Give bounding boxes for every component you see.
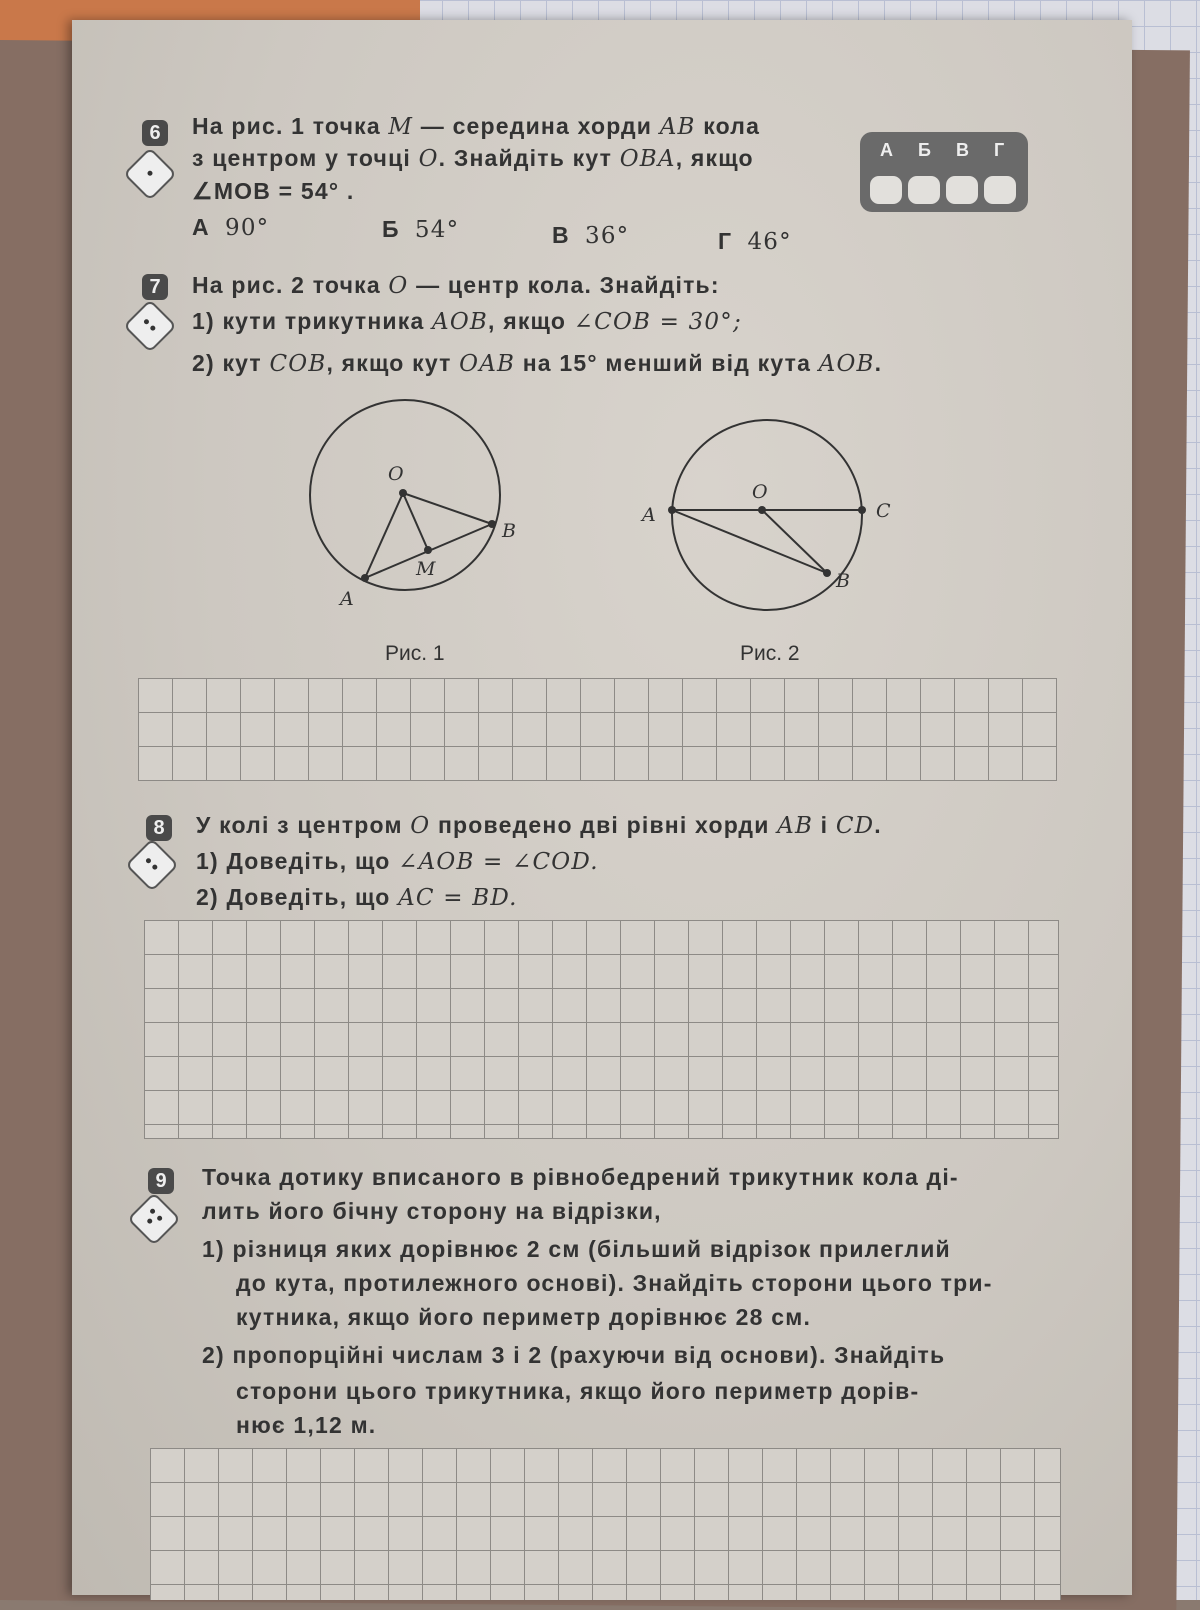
fig1-point-A xyxy=(361,574,369,582)
q9-line-2: лить його бічну сторону на відрізки, xyxy=(202,1198,662,1224)
fig1-point-O xyxy=(399,489,407,497)
figure-1 xyxy=(290,395,550,625)
q9-line-6: 2) пропорційні числам 3 і 2 (рахуючи від основи). Знайдіть xyxy=(202,1342,946,1368)
q9-line-8: нює 1,12 м. xyxy=(236,1412,377,1438)
q6-option-c: В 36° xyxy=(552,222,630,249)
fig1-segment-OB xyxy=(403,493,492,524)
answer-label-a: А xyxy=(880,140,893,160)
answer-cell-v[interactable] xyxy=(946,176,978,204)
answer-cell-b[interactable] xyxy=(908,176,940,204)
answer-label-v: В xyxy=(956,140,969,160)
q9-line-5: кутника, якщо його периметр дорівнює 28 см. xyxy=(236,1304,812,1330)
answer-label-b: Б xyxy=(918,140,931,160)
question-number-6: 6 xyxy=(142,120,168,146)
fig2-point-A xyxy=(668,506,676,514)
answer-cell-g[interactable] xyxy=(984,176,1016,204)
q6-option-a: А 90° xyxy=(192,214,270,241)
fig2-caption: Рис. 2 xyxy=(740,642,800,665)
q9-line-3: 1) різниця яких дорівнює 2 см (більший відрізок прилеглий xyxy=(202,1236,951,1262)
fig1-segment-OM xyxy=(403,493,428,550)
q6-option-d: Г 46° xyxy=(718,228,792,255)
question-number-7: 7 xyxy=(142,274,168,300)
fig2-point-C xyxy=(858,506,866,514)
fig1-label-B: B xyxy=(502,520,516,542)
q9-line-4: до кута, протилежного основі). Знайдіть сторони цього три- xyxy=(236,1270,993,1296)
fig1-caption: Рис. 1 xyxy=(385,642,445,665)
answer-grid-7[interactable] xyxy=(138,678,1057,781)
fig2-point-O xyxy=(758,506,766,514)
fig2-chord-AB xyxy=(672,510,827,573)
answer-grid-8[interactable] xyxy=(144,920,1059,1139)
fig1-point-B xyxy=(488,520,496,528)
q7-line-2: 1) кути трикутника AOB, якщо ∠COB = 30°; xyxy=(192,308,742,335)
answer-box xyxy=(860,132,1028,212)
q8-line-2: 1) Доведіть, що ∠AOB = ∠COD. xyxy=(196,848,599,875)
q8-line-3: 2) Доведіть, що AC = BD. xyxy=(196,884,518,911)
fig2-label-C: C xyxy=(876,500,891,522)
q6-line-2: з центром у точці O. Знайдіть кут OBA, якщо xyxy=(192,145,754,172)
answer-grid-9[interactable] xyxy=(150,1448,1061,1600)
fig1-label-A: A xyxy=(340,588,354,610)
fig1-point-M xyxy=(424,546,432,554)
q7-line-3: 2) кут COB, якщо кут OAB на 15° менший від кута AOB. xyxy=(192,350,883,377)
q9-line-1: Точка дотику вписаного в рівнобедрений трикутник кола ді- xyxy=(202,1164,959,1190)
answer-label-g: Г xyxy=(994,140,1005,160)
question-number-9: 9 xyxy=(148,1168,174,1194)
fig2-label-B: B xyxy=(836,570,850,592)
question-number-8: 8 xyxy=(146,815,172,841)
q6-line-3: ∠MOB = 54° . xyxy=(192,178,355,204)
fig2-point-B xyxy=(823,569,831,577)
fig2-label-A: A xyxy=(642,504,656,526)
fig1-label-M: M xyxy=(416,558,436,580)
q9-line-7: сторони цього трикутника, якщо його периметр дорів- xyxy=(236,1378,920,1404)
q8-line-1: У колі з центром O проведено дві рівні хорди AB і CD. xyxy=(196,812,882,839)
fig1-label-O: O xyxy=(388,463,404,485)
fig2-segment-OB xyxy=(762,510,827,573)
fig2-label-O: O xyxy=(752,481,768,503)
answer-cell-a[interactable] xyxy=(870,176,902,204)
figure-2 xyxy=(640,405,900,615)
q6-option-b: Б 54° xyxy=(382,216,460,243)
q6-line-1: На рис. 1 точка M — середина хорди AB кола xyxy=(192,113,761,140)
q7-line-1: На рис. 2 точка O — центр кола. Знайдіть: xyxy=(192,272,720,299)
